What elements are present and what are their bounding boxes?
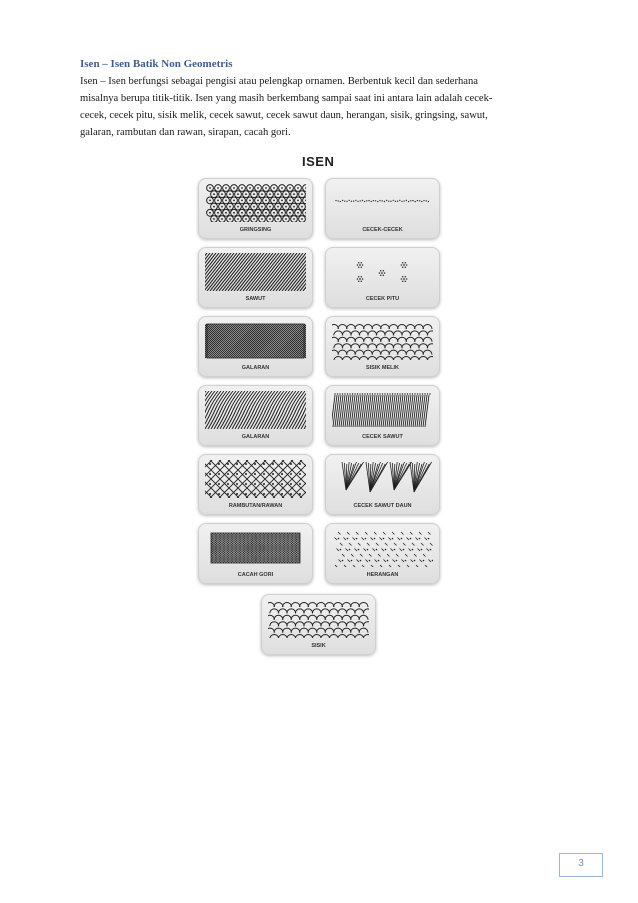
rambutan-pattern [205, 460, 306, 498]
pattern-tile-rambutan-rawan [198, 454, 313, 515]
pattern-tile-cecek-sawut [325, 385, 440, 446]
pattern-tile-herangan [325, 523, 440, 584]
section-paragraph [80, 73, 560, 141]
pattern-tile-sisik [261, 594, 376, 655]
tile-label: GALARAN [241, 434, 270, 440]
pattern-tile-cecek-sawut-daun [325, 454, 440, 515]
cacah-gori-pattern [205, 529, 306, 567]
pattern-tile-cecek-cecek [325, 178, 440, 239]
pattern-tile-sawut [198, 247, 313, 308]
pattern-tile-cacah-gori [198, 523, 313, 584]
pattern-tile-galaran-wavy [198, 385, 313, 446]
tile-label: GRINGSING [239, 227, 272, 233]
pattern-tile-gringsing [198, 178, 313, 239]
sawut-daun-pattern [332, 460, 433, 498]
tile-label: RAMBUTAN/RAWAN [228, 503, 283, 509]
tile-label: SISIK [311, 643, 326, 649]
pattern-tile-cecek-pitu [325, 247, 440, 308]
isen-figure [196, 148, 446, 658]
galaran-wavy-pattern [205, 391, 306, 429]
page-number-box [559, 853, 603, 877]
tile-label: SISIK MELIK [365, 365, 399, 371]
paragraph-line: galaran, rambutan dan rawan, sirapan, cacah gori. [80, 127, 291, 138]
herangan-pattern [332, 529, 433, 567]
galaran-pattern [205, 322, 306, 360]
cecek-sawut-pattern [332, 391, 433, 429]
tile-label: CECEK-CECEK [362, 227, 403, 233]
page-number: 3 [578, 858, 584, 869]
sisik-pattern [268, 600, 369, 638]
tile-label: CACAH GORI [237, 572, 274, 578]
cecek-pattern [332, 184, 433, 222]
tile-label: CECEK PITU [365, 296, 400, 302]
pattern-tile-galaran [198, 316, 313, 377]
paragraph-line: misalnya berupa titik-titik. Isen yang masih berkembang sampai saat ini antara lain adalah cecek- [80, 93, 493, 104]
cecek-pitu-pattern [332, 253, 433, 291]
section-heading: Isen – Isen Batik Non Geometris [80, 58, 233, 70]
gringsing-pattern [205, 184, 306, 222]
tile-label: SAWUT [245, 296, 266, 302]
tile-label: CECEK SAWUT DAUN [353, 503, 412, 509]
sawut-pattern [205, 253, 306, 291]
paragraph-line: Isen – Isen berfungsi sebagai pengisi atau pelengkap ornamen. Berbentuk kecil dan sederhana [80, 76, 479, 87]
paragraph-line: cecek, cecek pitu, sisik melik, cecek sawut, cecek sawut daun, herangan, sisik, gringsing, sawut, [80, 110, 488, 121]
tile-label: GALARAN [241, 365, 270, 371]
sisik-melik-pattern [332, 322, 433, 360]
tile-label: HERANGAN [366, 572, 399, 578]
pattern-tile-sisik-melik [325, 316, 440, 377]
tile-label: CECEK SAWUT [362, 434, 403, 440]
figure-title: ISEN [302, 154, 335, 169]
